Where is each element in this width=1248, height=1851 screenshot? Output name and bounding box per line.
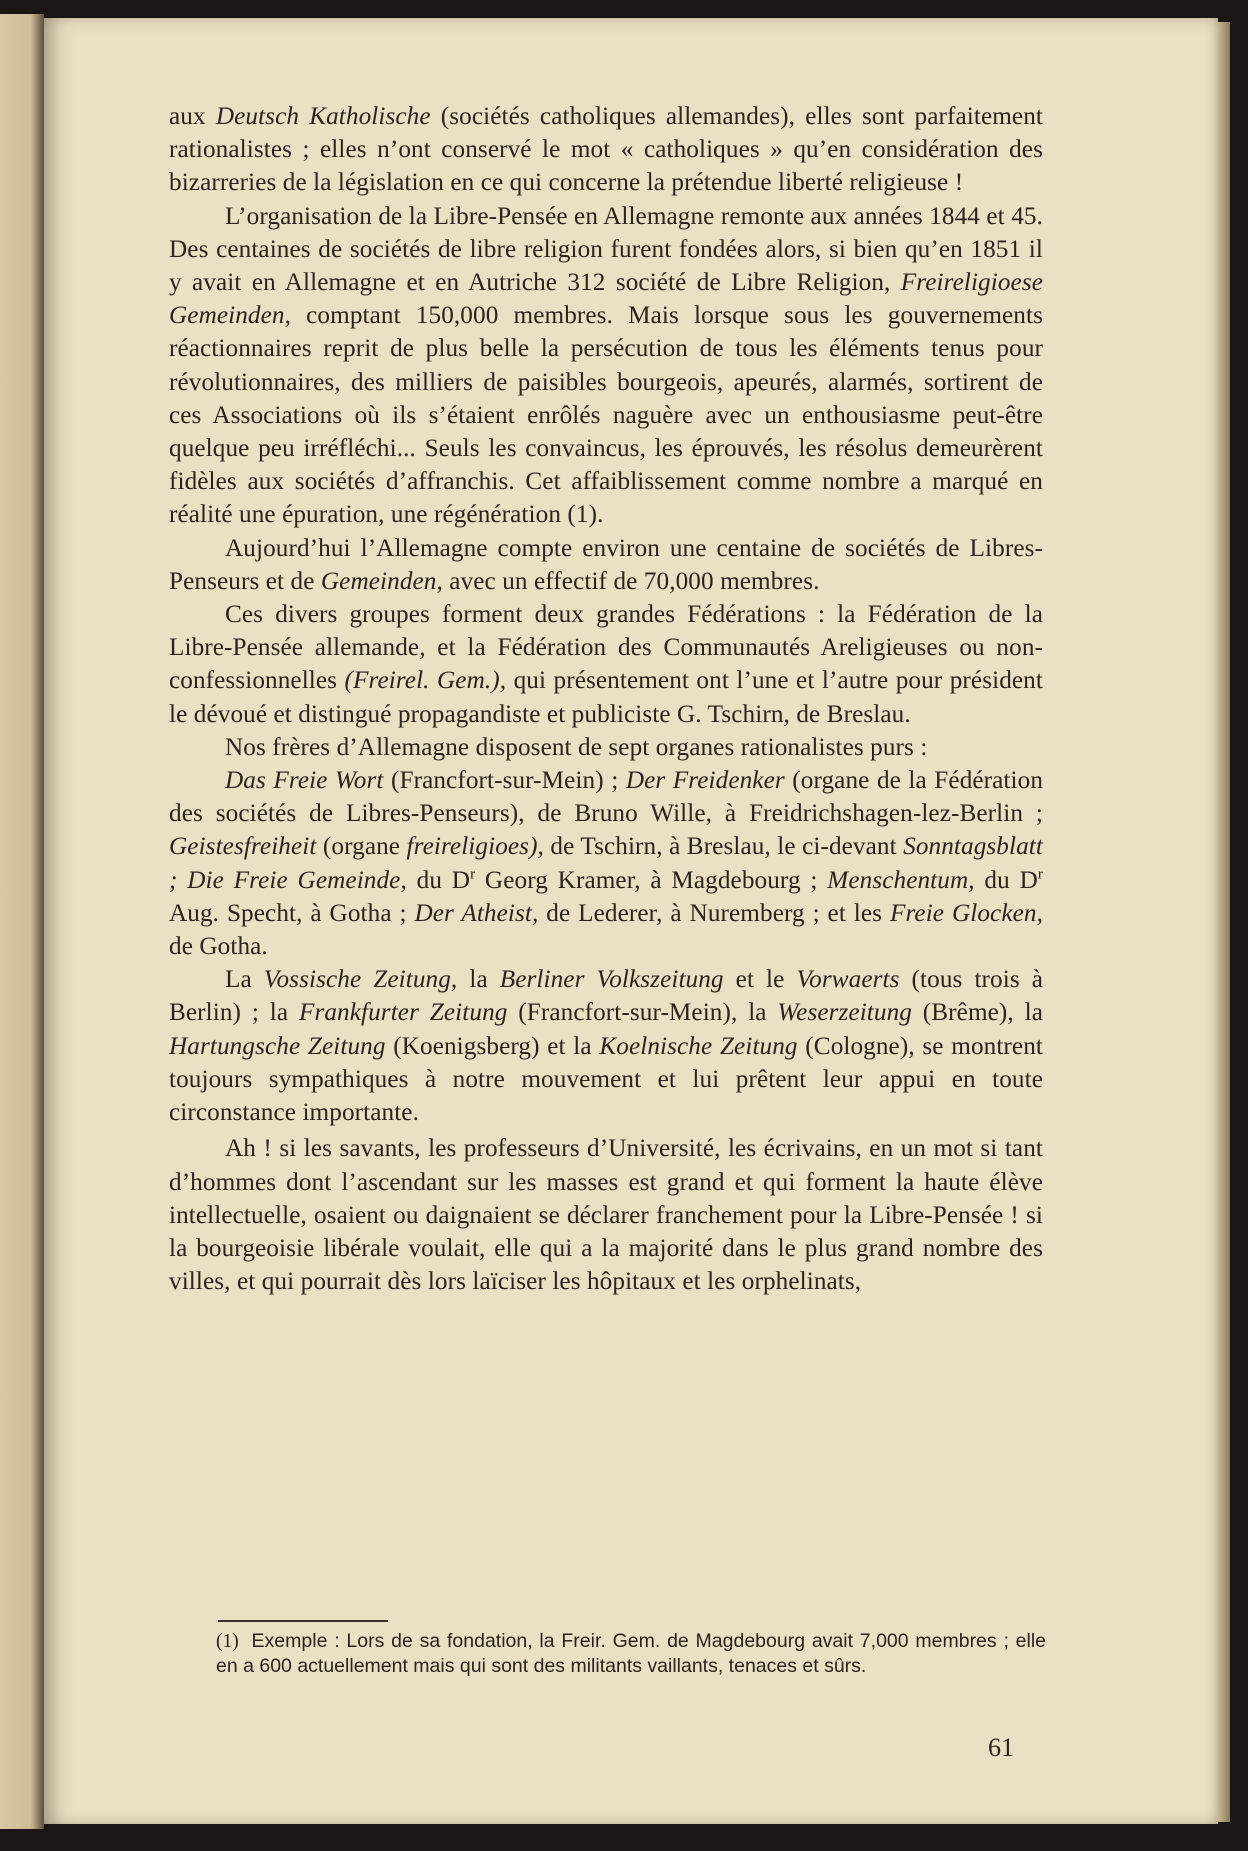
text-run: Nos frères d’Allemagne disposent de sept organes rationalistes purs : xyxy=(225,733,928,761)
text-run: comptant 150,000 membres. Mais lorsque sous les gouvernements réactionnaires reprit de plus belle la persécution de tous les éléments tenus pour révolutionnaires, des milliers de paisibles bourgeois, apeurés, alarmés, sortirent de ces Associations où ils s’étaient enrôlés naguère avec un enthousiasme peut-être quelque peu irréfléchi... Seuls les convaincus, les éprouvés, les résolus demeurèrent fidèles aux sociétés d’affranchis. Cet affaiblissement comme nombre a marqué en réalité une épuration, une régénération (1). xyxy=(169,302,1043,529)
paragraph-5 xyxy=(169,731,1043,764)
text-run: du D xyxy=(406,866,471,894)
text-run: (Francfort-sur-Mein), la xyxy=(507,999,778,1027)
italic-run: Frankfurter Zeitung xyxy=(298,999,508,1027)
text-run: Aujourd’hui l’Allemagne compte environ une centaine de sociétés de Libres-Penseurs et de xyxy=(169,534,1043,595)
italic-run: Vossische Zeitung, xyxy=(263,966,458,994)
text-run: et le xyxy=(723,966,797,994)
text-run: (Francfort-sur-Mein) ; xyxy=(383,767,626,795)
paragraph-6-periodicals xyxy=(169,764,1043,963)
page-number: 61 xyxy=(988,1733,1014,1762)
body-text xyxy=(169,100,1043,1298)
text-run: de Lederer, à Nuremberg ; et les xyxy=(538,899,890,927)
italic-run: Weserzeitung xyxy=(777,999,912,1027)
superscript-run: r xyxy=(470,866,476,883)
text-run: du D xyxy=(974,866,1038,894)
italic-run: Gemeinden, xyxy=(320,567,443,595)
footnote xyxy=(216,1629,1046,1678)
text-run: de Gotha. xyxy=(169,933,268,961)
text-run: (tous trois à Berlin) ; la xyxy=(169,966,1044,1027)
paragraph-2 xyxy=(169,200,1043,532)
footnote-mark: (1) xyxy=(216,1631,239,1652)
paragraph-8 xyxy=(169,1132,1043,1298)
italic-run: (Freirel. Gem.), xyxy=(344,667,507,695)
text-run: la xyxy=(457,966,500,994)
italic-run: Menschentum, xyxy=(827,866,975,894)
italic-run: Das Freie Wort xyxy=(225,767,384,795)
text-run: (Koenigsberg) et la xyxy=(385,1032,600,1060)
text-run: Aug. Specht, à Gotha ; xyxy=(169,899,415,927)
text-run: de Tschirn, à Breslau, le ci-devant xyxy=(543,833,904,861)
paragraph-4 xyxy=(169,598,1043,731)
italic-run: Freireligioese Gemeinden, xyxy=(169,269,1043,330)
text-run: Georg Kramer, à Magdebourg ; xyxy=(475,866,828,894)
text-run: (organe xyxy=(316,833,407,861)
italic-run: Deutsch Katholische xyxy=(215,103,431,130)
text-run: (Brême), la xyxy=(911,999,1043,1027)
italic-run: freireligioes), xyxy=(406,833,544,861)
footnote-rule xyxy=(218,1620,388,1622)
italic-run: Der Atheist, xyxy=(414,899,539,927)
italic-run: Sonntagsblatt ; Die Freie Gemeinde, xyxy=(169,833,1043,894)
text-run: (Cologne), se montrent toujours sympathiques à notre mouvement et lui prêtent leur appui en toute circonstance importante. xyxy=(169,1032,1043,1127)
text-run: (organe de la Fédération des sociétés de Libres-Penseurs), de Bruno Wille, à Freidrichshagen-lez-Berlin ; xyxy=(169,767,1044,828)
text-run: Ces divers groupes forment deux grandes Fédérations : la Fédération de la Libre-Pensée allemande, et la Fédération des Communautés Areligieuses ou non-confessionnelles xyxy=(169,601,1043,695)
paragraph-7-newspapers xyxy=(169,963,1043,1129)
text-run: La xyxy=(225,966,264,994)
text-run: aux xyxy=(169,103,216,130)
italic-run: Hartungsche Zeitung xyxy=(169,1032,386,1060)
footnote-text: Exemple : Lors de sa fondation, la Freir. Gem. de Magdebourg avait 7,000 membres ; elle en a 600 actuellement mais qui sont des militants vaillants, tenaces et sûrs. xyxy=(216,1630,1047,1677)
italic-run: Vorwaerts xyxy=(796,966,900,994)
page-stack-edge xyxy=(1218,22,1230,1822)
italic-run: Freie Glocken, xyxy=(889,899,1043,927)
text-run: qui présentement ont l’une et l’autre pour président le dévoué et distingué propagandiste et publiciste G. Tschirn, de Breslau. xyxy=(169,667,1043,728)
text-run: (sociétés catholiques allemandes), elles sont parfaitement rationalistes ; elles n’ont conservé le mot « catholiques » qu’en considération des bizarreries de la législation en ce qui concerne la prétendue liberté religieuse ! xyxy=(169,103,1043,197)
paragraph-1 xyxy=(169,100,1043,200)
italic-run: Koelnische Zeitung xyxy=(599,1032,798,1060)
paragraph-3 xyxy=(169,532,1043,598)
text-run: L’organisation de la Libre-Pensée en Allemagne remonte aux années 1844 et 45. Des centaines de sociétés de libre religion furent fondées alors, si bien qu’en 1851 il y avait en Allemagne et en Autriche 312 société de Libre Religion, xyxy=(169,202,1043,297)
italic-run: Der Freidenker xyxy=(625,767,785,795)
text-run: avec un effectif de 70,000 membres. xyxy=(442,567,820,595)
italic-run: Berliner Volkszeitung xyxy=(499,966,724,994)
text-run: Ah ! si les savants, les professeurs d’Université, les écrivains, en un mot si tant d’hommes dont l’ascendant sur les masses est grand et qui forment la haute élève intellectuelle, osaient ou daignaient se déclarer franchement pour la Libre-Pensée ! si la bourgeoisie libérale voulait, elle qui a la majorité dans le plus grand nombre des villes, et qui pourrait dès lors laïciser les hôpitaux et les orphelinats, xyxy=(169,1135,1043,1296)
previous-page-edge xyxy=(0,14,44,1829)
superscript-run: r xyxy=(1037,866,1043,883)
italic-run: Geistesfreiheit xyxy=(169,833,317,861)
